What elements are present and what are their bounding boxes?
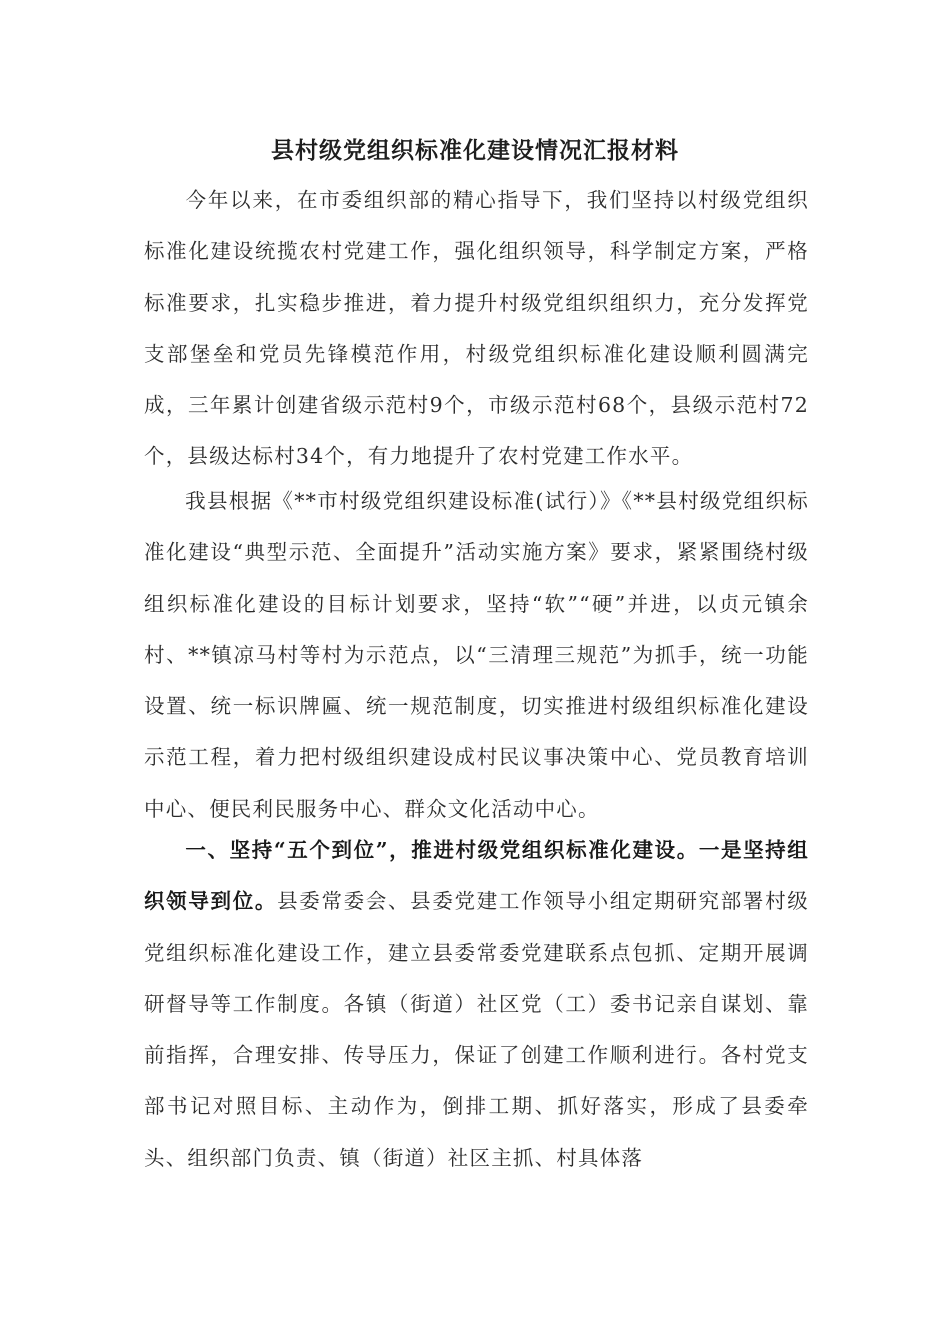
- paragraph-basis: [144, 476, 809, 835]
- paragraph-intro-text: 今年以来，在市委组织部的精心指导下，我们坚持以村级党组织标准化建设统揽农村党建工作，强化组织领导，科学制定方案，严格标准要求，扎实稳步推进，着力提升村级党组织组织力，充分发挥党支部堡垒和党员先锋模范作用，村级党组织标准化建设顺利圆满完成，三年累计创建省级示范村9个，市级示范村68个，县级示范村72个，县级达标村34个，有力地提升了农村党建工作水平。: [144, 188, 809, 469]
- paragraph-section-one: [144, 825, 809, 1184]
- section-one-body: 县委常委会、县委党建工作领导小组定期研究部署村级党组织标准化建设工作，建立县委常委党建联系点包抓、定期开展调研督导等工作制度。各镇（街道）社区党（工）委书记亲自谋划、靠前指挥，合理安排、传导压力，保证了创建工作顺利进行。各村党支部书记对照目标、主动作为，倒排工期、抓好落实，形成了县委牵头、组织部门负责、镇（街道）社区主抓、村具体落: [144, 889, 809, 1170]
- paragraph-intro: [144, 175, 809, 483]
- document-title: 县村级党组织标准化建设情况汇报材料: [271, 137, 679, 164]
- section-one-subheading: 一是坚持组织领导到位。: [144, 838, 809, 914]
- section-one-heading: 一、坚持“五个到位”，推进村级党组织标准化建设。: [185, 838, 699, 862]
- paragraph-basis-text: 我县根据《**市村级党组织建设标准(试行）》《**县村级党组织标准化建设“典型示范、全面提升”活动实施方案》要求，紧紧围绕村级组织标准化建设的目标计划要求，坚持“软”“硬”并进，以贞元镇余村、**镇凉马村等村为示范点，以“三清理三规范”为抓手，统一功能设置、统一标识牌匾、统一规范制度，切实推进村级组织标准化建设示范工程，着力把村级组织建设成村民议事决策中心、党员教育培训中心、便民利民服务中心、群众文化活动中心。: [144, 489, 809, 821]
